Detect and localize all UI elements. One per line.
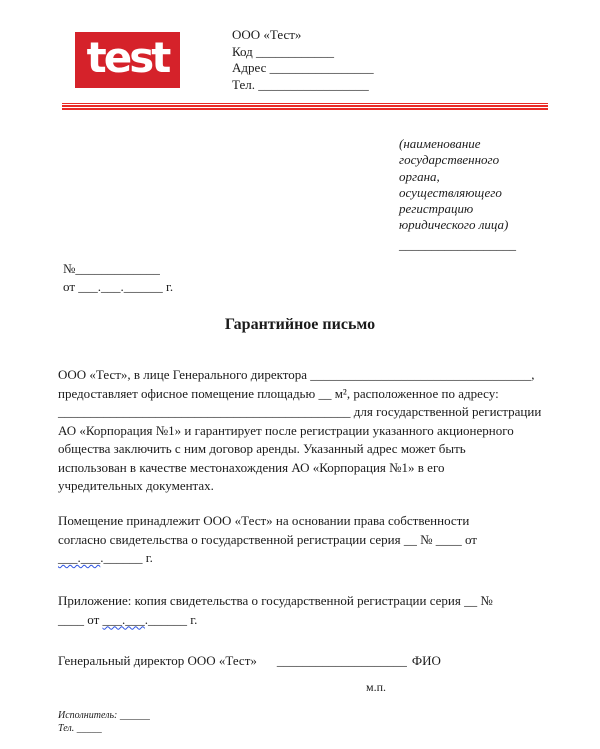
paragraph-line: согласно свидетельства о государственной регистрации серия __ № ____ от [58,531,477,547]
paragraph-text: .______ г. [100,550,153,565]
paragraph-line [58,549,550,568]
spellcheck-marked-text: ___.___ [102,611,145,627]
executor-phone-line: Тел. _____ [58,723,102,734]
company-phone-line: Тел. _________________ [232,76,369,92]
paragraph-line: учредительных документах. [58,478,214,493]
spellcheck-marked-text: ___.___ [58,550,101,565]
stamp-place-label: м.п. [365,680,386,694]
recipient-line: осуществляющего [399,184,502,200]
reference-block [63,260,173,296]
body-paragraph-2 [58,512,550,568]
paragraph-line: использован в качестве местонахождения АО «Корпорация №1» в его [58,459,445,475]
executor-line: Исполнитель: ______ [58,710,150,721]
signature-fio-label: ФИО [411,653,441,668]
recipient-line: регистрацию [399,201,474,217]
paragraph-line: АО «Корпорация №1» и гарантирует после регистрации указанного акционерного [58,422,514,438]
recipient-fill-in-line: __________________ [399,236,516,252]
executor-footer [58,709,150,735]
recipient-line: государственного [399,152,500,168]
document-number-line: №_____________ [63,261,160,276]
document-date-line: от ___.___.______ г. [63,279,174,294]
logo-text: test [86,33,169,82]
body-paragraph-1 [58,366,550,496]
signature-row [58,653,441,669]
body-paragraph-3 [58,592,550,629]
paragraph-line: Помещение принадлежит ООО «Тест» на основании права собственности [58,513,470,528]
company-logo [75,32,180,88]
letterhead-divider [62,103,548,110]
recipient-line: (наименование [399,136,481,151]
paragraph-line: Приложение: копия свидетельства о государственной регистрации серия __ № [58,593,493,608]
recipient-block [399,136,559,253]
paragraph-text: .______ г. [144,611,198,627]
company-name: ООО «Тест» [232,27,302,42]
company-address-line: Адрес ________________ [232,60,374,75]
signature-fill-in-line: ____________________ [276,653,407,668]
recipient-line: органа, [399,168,440,184]
paragraph-line: _____________________________________________ для государственной регистрации [58,404,542,419]
company-code-line: Код ____________ [232,43,335,59]
paragraph-line: ООО «Тест», в лице Генерального директора __________________________________, [58,367,535,382]
paragraph-line [58,611,550,630]
paragraph-line: общества заключить с ним договор аренды. Указанный адрес может быть [58,441,466,456]
recipient-line: юридического лица) [399,217,509,233]
company-requisites [232,27,374,93]
paragraph-text: ____ от [58,611,103,627]
document-title: Гарантийное письмо [224,316,376,333]
paragraph-line: предоставляет офисное помещение площадью __ м², расположенное по адресу: [58,385,499,401]
signature-label: Генеральный директор ООО «Тест» [58,653,257,668]
